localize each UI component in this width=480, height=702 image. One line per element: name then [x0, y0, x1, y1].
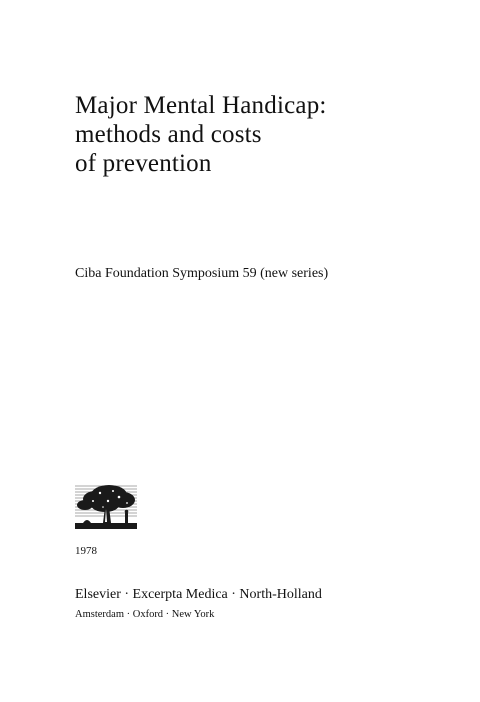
elm-tree-logo-icon — [75, 483, 137, 529]
title-line-3: of prevention — [75, 150, 212, 177]
publication-places: Amsterdam · Oxford · New York — [75, 609, 215, 620]
series-name: Ciba Foundation Symposium 59 (new series) — [75, 266, 329, 281]
book-title — [75, 91, 327, 178]
title-line-2: methods and costs — [75, 121, 262, 148]
title-line-1: Major Mental Handicap: — [75, 92, 327, 119]
publication-year: 1978 — [75, 545, 97, 557]
publisher-imprint: Elsevier · Excerpta Medica · North-Holland — [75, 587, 322, 602]
